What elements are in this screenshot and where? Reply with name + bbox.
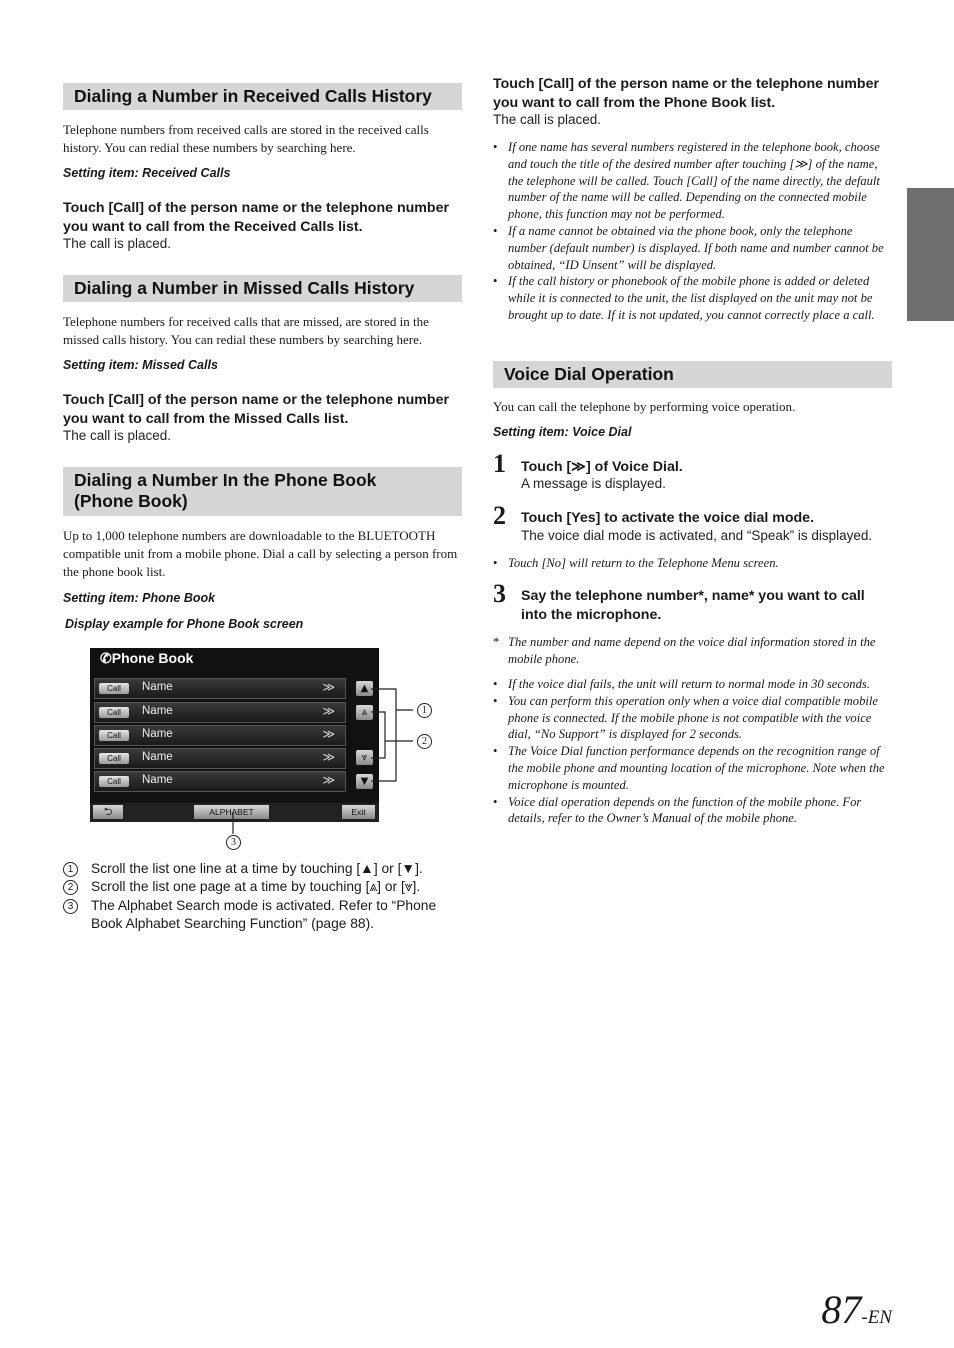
details-icon[interactable]: ≫ [322, 680, 335, 694]
details-icon[interactable]: ≫ [322, 704, 335, 718]
list-item: • If one name has several numbers registered in the telephone book, choose and touch the title of the desired number after touching [≫] of the name, the telephone will be called. Touch [Call] of the name directly, the default number of the name will be called. Depending on the connected mobile phone, this function may not be performed. [493, 140, 880, 222]
heading-missed-calls: Dialing a Number in Missed Calls History [63, 275, 462, 302]
back-arrow-icon: ⮌ [103, 806, 113, 818]
list-item: • If a name cannot be obtained via the phone book, only the telephone number (default number) is displayed. If both name and number cannot be obtained, “ID Unsent” will be displayed. [493, 223, 884, 272]
list-item: • If the call history or phonebook of the mobile phone is added or deleted while it is connected to the unit, the list displayed on the unit may not be brought up to date. If it is not updated, you cannot correctly place a call. [493, 274, 875, 322]
step-1-result: A message is displayed. [521, 476, 666, 491]
missed-calls-result: The call is placed. [63, 428, 172, 443]
call-button[interactable]: Call [99, 730, 129, 741]
step-3-instruction: Say the telephone number*, name* you want to call into the microphone. [521, 588, 865, 623]
call-button[interactable]: Call [99, 776, 129, 787]
received-calls-instruction: Touch [Call] of the person name or the telephone number you want to call from the Received Calls list. [63, 200, 449, 235]
heading-received-calls: Dialing a Number in Received Calls History [63, 83, 462, 110]
heading-phone-book: Dialing a Number In the Phone Book (Phone Book) [63, 467, 462, 516]
voice-dial-setting: Setting item: Voice Dial [493, 425, 632, 439]
page-number: 87-EN [821, 1287, 892, 1332]
details-icon[interactable]: ≫ [322, 750, 335, 764]
details-icon[interactable]: ≫ [322, 727, 335, 741]
received-calls-body: Telephone numbers from received calls are stored in the received calls history. You can redial these numbers by searching here. [63, 122, 429, 155]
voice-dial-body: You can call the telephone by performing voice operation. [493, 399, 796, 414]
call-button[interactable]: Call [99, 683, 129, 694]
list-item[interactable]: Call Name ≫ [94, 771, 346, 792]
list-item: • You can perform this operation only when a voice dial compatible mobile phone is connected. If the mobile phone is not compatible with the voice dial, “No Support” is displayed for 2 seconds. [493, 693, 878, 742]
phone-book-setting: Setting item: Phone Book [63, 591, 216, 605]
scroll-line-up-button[interactable]: ▲ [356, 681, 373, 696]
step-1-number: 1 [493, 449, 506, 478]
asterisk-note: * The number and name depend on the voice dial information stored in the mobile phone. [493, 635, 876, 666]
phone-icon: ✆ [100, 650, 112, 666]
heading-voice-dial: Voice Dial Operation [493, 361, 892, 388]
legend-item: 2 Scroll the list one page at a time by touching [⩓] or [⩔]. [63, 878, 462, 896]
phone-book-instruction: Touch [Call] of the person name or the telephone number you want to call from the Phone Book list. [493, 76, 879, 111]
list-item: • If the voice dial fails, the unit will return to normal mode in 30 seconds. [493, 677, 870, 691]
callout-3: 3 [226, 835, 241, 850]
section-tab-marker [907, 188, 954, 321]
callout-2: 2 [417, 734, 432, 749]
list-item: • Voice dial operation depends on the function of the mobile phone. For details, refer to the Owner’s Manual of the mobile phone. [493, 794, 862, 826]
step-2-note: • Touch [No] will return to the Telephone Menu screen. [493, 556, 779, 570]
phone-book-body: Up to 1,000 telephone numbers are downloadable to the BLUETOOTH compatible unit from a mobile phone. Dial a call by selecting a person from the phone book list. [63, 528, 458, 579]
exit-button[interactable]: Exit [342, 805, 375, 819]
legend-item: 3 The Alphabet Search mode is activated. Refer to “Phone Book Alphabet Searching Function” (page 88). [63, 897, 462, 934]
phone-book-result: The call is placed. [493, 112, 602, 127]
list-item[interactable]: Call Name ≫ [94, 748, 346, 769]
alphabet-button[interactable]: ALPHABET [194, 805, 269, 819]
received-calls-setting: Setting item: Received Calls [63, 166, 231, 180]
list-item: • The Voice Dial function performance depends on the recognition range of the mobile phone and mounting location of the microphone. Note when the microphone is mounted. [493, 744, 885, 792]
step-2-instruction: Touch [Yes] to activate the voice dial mode. [521, 510, 815, 526]
step-2-number: 2 [493, 501, 506, 530]
phone-book-notes [493, 139, 892, 324]
callout-lines [63, 640, 462, 850]
step-1-instruction: Touch [≫] of Voice Dial. [521, 459, 683, 475]
legend-item: 1 Scroll the list one line at a time by touching [▲] or [▼]. [63, 860, 462, 878]
voice-dial-notes [493, 676, 892, 827]
step-2-result: The voice dial mode is activated, and “Speak” is displayed. [521, 528, 873, 543]
call-button[interactable]: Call [99, 753, 129, 764]
received-calls-result: The call is placed. [63, 236, 172, 251]
scroll-line-down-button[interactable]: ▼ [356, 774, 373, 789]
list-item[interactable]: Call Name ≫ [94, 678, 346, 699]
callout-1: 1 [417, 703, 432, 718]
missed-calls-instruction: Touch [Call] of the person name or the telephone number you want to call from the Missed Calls list. [63, 392, 449, 427]
details-icon[interactable]: ≫ [322, 773, 335, 787]
phone-book-title: ✆Phone Book [100, 650, 194, 666]
screen-legend [63, 860, 462, 933]
scroll-page-up-button[interactable]: ⩓ [356, 705, 373, 720]
missed-calls-setting: Setting item: Missed Calls [63, 358, 218, 372]
display-example-caption: Display example for Phone Book screen [65, 617, 304, 631]
call-button[interactable]: Call [99, 707, 129, 718]
list-item[interactable]: Call Name ≫ [94, 725, 346, 746]
scroll-page-down-button[interactable]: ⩔ [356, 750, 373, 765]
step-3-number: 3 [493, 579, 506, 608]
missed-calls-body: Telephone numbers for received calls that are missed, are stored in the missed calls history. You can redial these numbers by searching here. [63, 314, 429, 347]
list-item[interactable]: Call Name ≫ [94, 702, 346, 723]
